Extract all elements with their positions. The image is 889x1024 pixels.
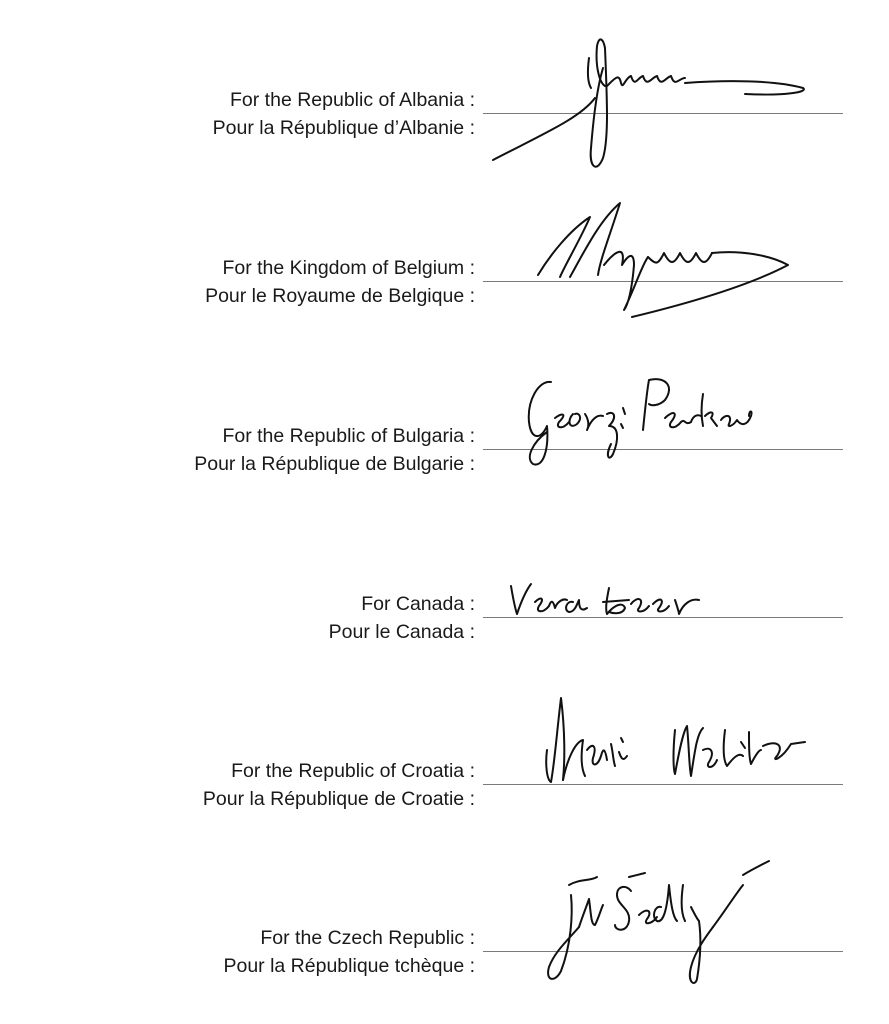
signatory-english: For the Kingdom of Belgium : (222, 257, 475, 279)
signatory-labels (203, 757, 475, 813)
handwritten-signature-czech-republic (535, 855, 805, 995)
signatory-french: Pour le Canada : (328, 621, 475, 643)
handwritten-signature-belgium (530, 195, 800, 325)
signatory-english: For the Republic of Bulgaria : (222, 425, 475, 447)
signatory-labels (329, 590, 475, 646)
signatory-french: Pour la République tchèque : (223, 955, 475, 977)
signatory-english: For the Republic of Croatia : (231, 760, 475, 782)
signatory-french: Pour la République de Bulgarie : (194, 453, 475, 475)
handwritten-signature-bulgaria (515, 370, 775, 480)
handwritten-signature-albania (485, 28, 815, 178)
handwritten-signature-canada (505, 578, 735, 628)
signatory-french: Pour le Royaume de Belgique : (205, 285, 475, 307)
signatory-english: For the Czech Republic : (260, 927, 475, 949)
handwritten-signature-croatia (535, 690, 815, 805)
signatory-english: For Canada : (361, 593, 475, 615)
signatory-labels (223, 924, 475, 980)
signature-block-canada (0, 590, 889, 650)
signatory-french: Pour la République de Croatie : (202, 788, 475, 810)
signatory-labels (213, 86, 475, 142)
signatory-labels (205, 254, 475, 310)
signatory-labels (194, 422, 475, 478)
signatory-english: For the Republic of Albania : (230, 89, 475, 111)
signatory-french: Pour la République d’Albanie : (212, 117, 475, 139)
